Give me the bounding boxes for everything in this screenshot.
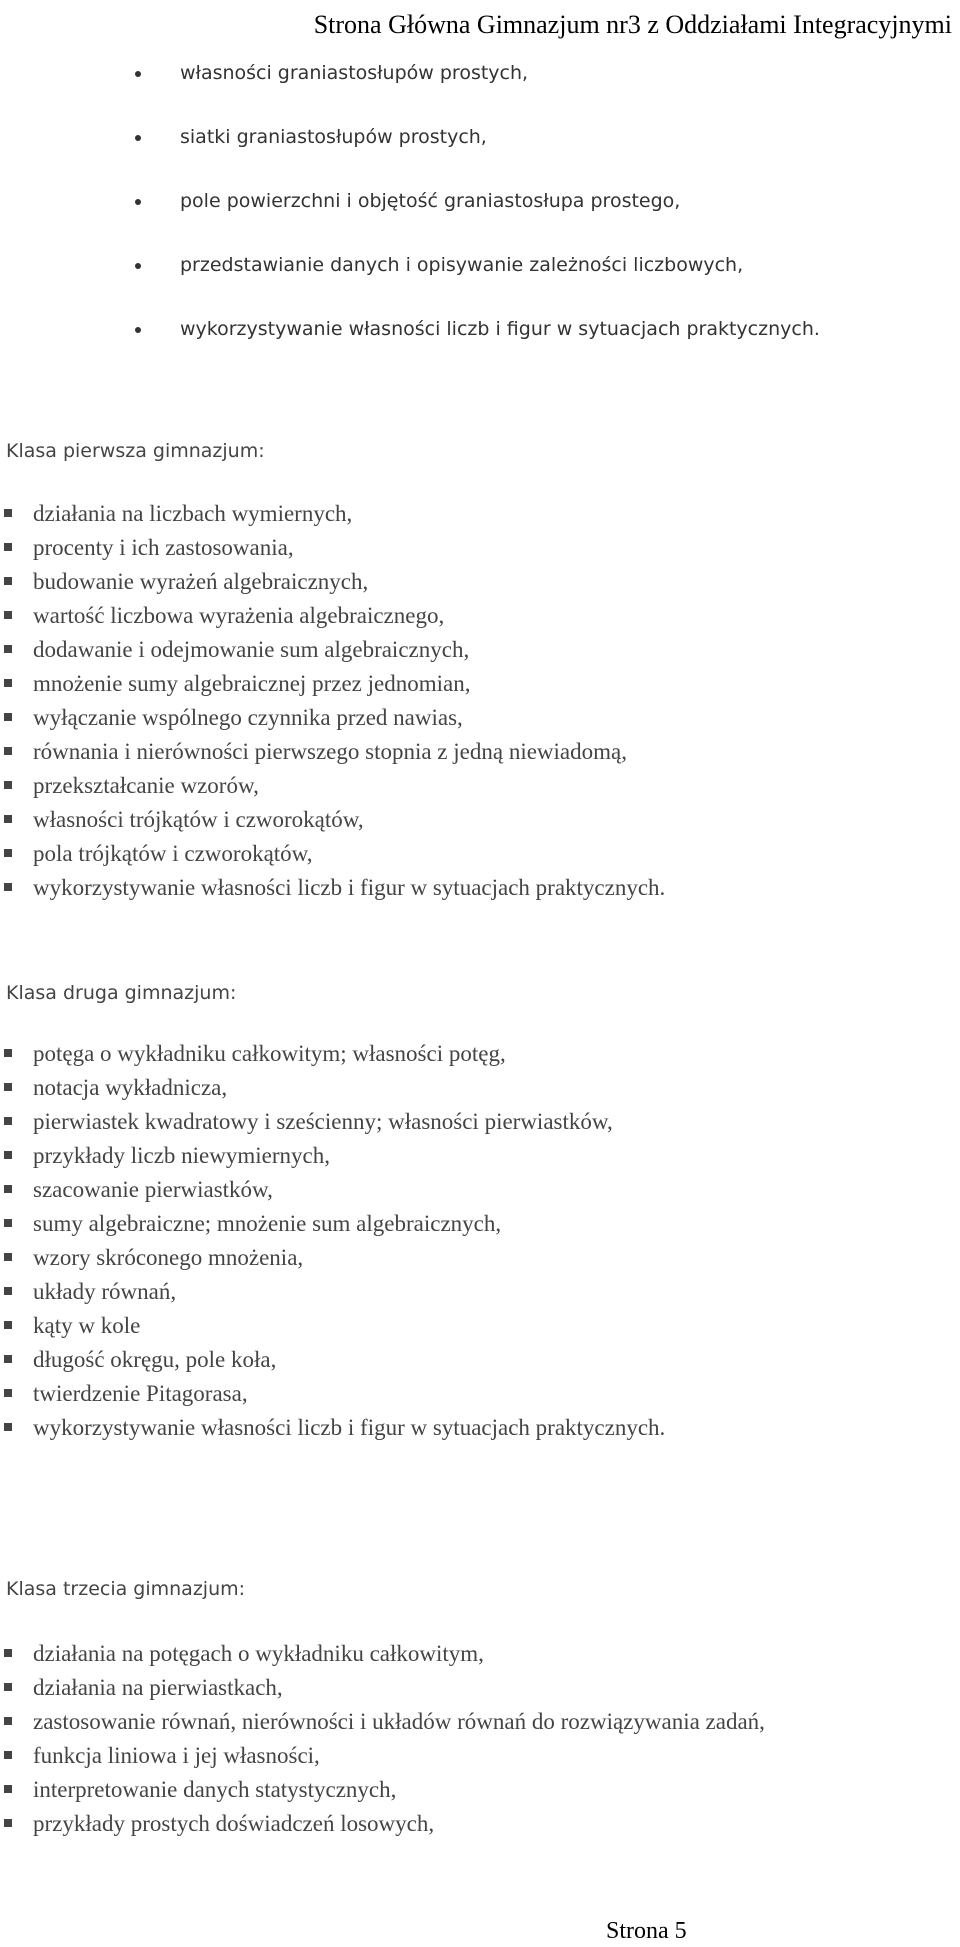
bullet-square-icon: [4, 679, 12, 687]
list-item: wykorzystywanie własności liczb i figur w sytuacjach praktycznych.: [0, 311, 820, 375]
list-item: działania na pierwiastkach,: [0, 1671, 913, 1705]
bullet-square-icon: [4, 611, 12, 619]
list-item: interpretowanie danych statystycznych,: [0, 1773, 913, 1807]
document-header: Strona Główna Gimnazjum nr3 z Oddziałami Integracyjnymi: [313, 10, 952, 39]
list-item: układy równań,: [0, 1275, 665, 1309]
bullet-square-icon: [4, 1083, 12, 1091]
bullet-square-icon: [4, 815, 12, 823]
bullet-square-icon: [4, 1819, 12, 1827]
list-item: długość okręgu, pole koła,: [0, 1343, 665, 1377]
list-item: własności graniastosłupów prostych,: [0, 55, 820, 119]
list-item: potęga o wykładniku całkowitym; własności potęg,: [0, 1037, 665, 1071]
bullet-square-icon: [4, 1185, 12, 1193]
list-item: szacowanie pierwiastków,: [0, 1173, 665, 1207]
list-item: działania na potęgach o wykładniku całkowitym,: [0, 1637, 913, 1671]
list-item: kąty w kole: [0, 1309, 665, 1343]
bullet-square-icon: [4, 747, 12, 755]
bullet-square-icon: [4, 713, 12, 721]
bullet-square-icon: [4, 1751, 12, 1759]
list-item: twierdzenie Pitagorasa,: [0, 1377, 665, 1411]
list-item: przekształcanie wzorów,: [0, 769, 665, 803]
bullet-square-icon: [4, 1785, 12, 1793]
list-item: pierwiastek kwadratowy i sześcienny; własności pierwiastków,: [0, 1105, 665, 1139]
list-item: wykorzystywanie własności liczb i figur w sytuacjach praktycznych.: [0, 1411, 665, 1445]
bullet-dot-icon: [135, 327, 141, 333]
bullet-dot-icon: [135, 135, 141, 141]
section-title-klasa-trzecia: Klasa trzecia gimnazjum:: [6, 1578, 246, 1600]
list-item: budowanie wyrażeń algebraicznych,: [0, 565, 665, 599]
bullet-square-icon: [4, 781, 12, 789]
list-item: pole powierzchni i objętość graniastosłupa prostego,: [0, 183, 820, 247]
section-title-klasa-druga: Klasa druga gimnazjum:: [6, 982, 237, 1004]
list-item: przykłady prostych doświadczeń losowych,: [0, 1807, 913, 1841]
list-item: pola trójkątów i czworokątów,: [0, 837, 665, 871]
bullet-square-icon: [4, 849, 12, 857]
page-number: Strona 5: [606, 1918, 687, 1944]
bullet-square-icon: [4, 509, 12, 517]
bullet-square-icon: [4, 1389, 12, 1397]
bullet-square-icon: [4, 1321, 12, 1329]
list-item: funkcja liniowa i jej własności,: [0, 1739, 913, 1773]
list-item: wyłączanie wspólnego czynnika przed nawias,: [0, 701, 665, 735]
bullet-square-icon: [4, 1219, 12, 1227]
list-item: równania i nierówności pierwszego stopnia z jedną niewiadomą,: [0, 735, 665, 769]
section-list-klasa-trzecia: [0, 1637, 913, 1841]
bullet-dot-icon: [135, 263, 141, 269]
bullet-square-icon: [4, 1287, 12, 1295]
bullet-square-icon: [4, 577, 12, 585]
list-item: dodawanie i odejmowanie sum algebraicznych,: [0, 633, 665, 667]
list-item: sumy algebraiczne; mnożenie sum algebraicznych,: [0, 1207, 665, 1241]
list-item: zastosowanie równań, nierówności i układów równań do rozwiązywania zadań,: [0, 1705, 913, 1739]
section-title-klasa-pierwsza: Klasa pierwsza gimnazjum:: [6, 440, 265, 462]
bullet-square-icon: [4, 1049, 12, 1057]
list-item: notacja wykładnicza,: [0, 1071, 665, 1105]
list-item: wykorzystywanie własności liczb i figur w sytuacjach praktycznych.: [0, 871, 665, 905]
intro-list: [0, 55, 820, 375]
bullet-square-icon: [4, 1423, 12, 1431]
bullet-square-icon: [4, 1253, 12, 1261]
bullet-square-icon: [4, 1683, 12, 1691]
list-item: procenty i ich zastosowania,: [0, 531, 665, 565]
section-list-klasa-pierwsza: [0, 497, 665, 905]
bullet-square-icon: [4, 1649, 12, 1657]
bullet-square-icon: [4, 1355, 12, 1363]
list-item: wzory skróconego mnożenia,: [0, 1241, 665, 1275]
list-item: mnożenie sumy algebraicznej przez jednomian,: [0, 667, 665, 701]
bullet-square-icon: [4, 543, 12, 551]
bullet-square-icon: [4, 1717, 12, 1725]
bullet-dot-icon: [135, 199, 141, 205]
list-item: przedstawianie danych i opisywanie zależności liczbowych,: [0, 247, 820, 311]
bullet-square-icon: [4, 1117, 12, 1125]
section-list-klasa-druga: [0, 1037, 665, 1445]
list-item: działania na liczbach wymiernych,: [0, 497, 665, 531]
list-item: wartość liczbowa wyrażenia algebraicznego,: [0, 599, 665, 633]
list-item: przykłady liczb niewymiernych,: [0, 1139, 665, 1173]
bullet-square-icon: [4, 1151, 12, 1159]
bullet-square-icon: [4, 645, 12, 653]
list-item: siatki graniastosłupów prostych,: [0, 119, 820, 183]
list-item: własności trójkątów i czworokątów,: [0, 803, 665, 837]
bullet-square-icon: [4, 883, 12, 891]
bullet-dot-icon: [135, 71, 141, 77]
